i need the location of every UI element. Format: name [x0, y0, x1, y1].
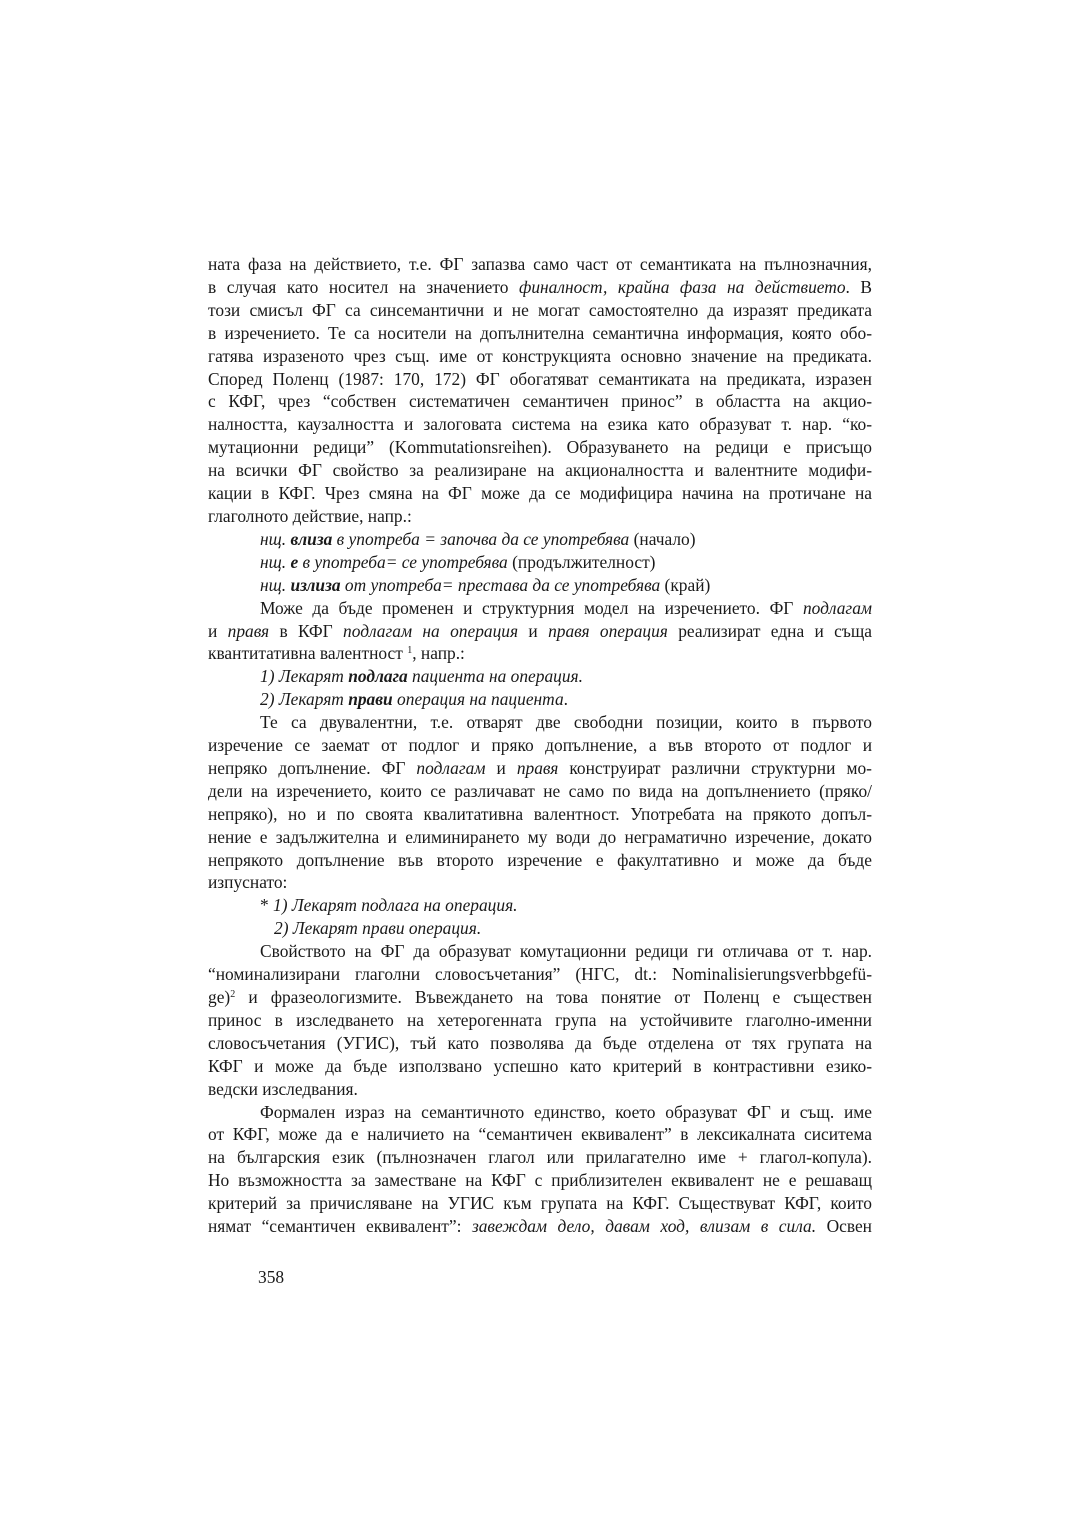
text-segment: в случая като носител на значението: [208, 276, 519, 297]
text-segment: 1) Лекарят: [260, 666, 349, 687]
text-segment: непряко), но и по своята квалитативна валентност. Употребата на прякото допъл-: [208, 803, 872, 824]
page-number: 358: [258, 1267, 285, 1287]
text-segment: мутационни редици” (Kommutationsreihen). Образуването на редици е присъщо: [208, 437, 872, 458]
text-line: [208, 482, 872, 505]
text-segment: (продължителност): [507, 551, 656, 572]
text-line: [208, 642, 872, 665]
text-segment: *: [260, 895, 274, 916]
text-line: [208, 757, 872, 780]
text-segment: “номинализирани глаголни словосъчетания” (НГС, dt.: Nominalisierungsverbbgefü-: [208, 964, 872, 985]
footnote-ref: 1: [407, 645, 413, 657]
text-segment: словосъчетания (УГИС), тъй като позволява да бъде отделена от тях групата на: [208, 1032, 872, 1053]
text-segment: налността, каузалността и залоговата система на езика като образуват т. нар. “ко-: [208, 414, 872, 435]
text-segment: Може да бъде променен и структурния модел на изречението. ФГ: [260, 597, 803, 618]
text-segment: ната фаза на действието, т.е. ФГ запазва само част от семантиката на пълнозначния,: [208, 254, 872, 274]
text-segment: е: [290, 551, 299, 572]
text-segment: изпуснато:: [208, 872, 288, 893]
text-segment: 2) Лекарят: [260, 689, 349, 710]
text-segment: подлагам: [802, 597, 872, 618]
text-line: [208, 940, 872, 963]
text-segment: конструират различни структурни мо-: [558, 757, 872, 778]
text-segment: глаголното действие, напр.:: [208, 505, 412, 526]
body-text: [208, 253, 872, 1238]
text-line: [208, 917, 872, 940]
text-segment: 2) Лекарят прави операция.: [274, 918, 482, 939]
text-segment: и: [518, 620, 549, 641]
text-segment: непряко допълнение. ФГ: [208, 757, 417, 778]
text-segment: влиза: [290, 528, 333, 549]
text-line: [208, 734, 872, 757]
text-segment: (начало): [629, 528, 696, 549]
text-segment: кации в КФГ. Чрез смяна на ФГ може да се модифицира начина на протичане на: [208, 483, 872, 504]
text-segment: подлагам: [416, 757, 486, 778]
text-segment: принос в изследването на хетерогенната група на устойчивите глаголно-именни: [208, 1009, 872, 1030]
text-segment: правя: [516, 757, 559, 778]
text-segment: критерий за причисляване на УГИС към групата на КФГ. Съществуват КФГ, които: [208, 1193, 872, 1214]
text-line: [208, 368, 872, 391]
text-segment: изречение се заемат от подлог и пряко допълнение, а във второто от подлог и: [208, 735, 872, 756]
text-segment: правя операция: [548, 620, 668, 641]
text-line: [208, 345, 872, 368]
text-segment: в употреба = започва да се употребява: [332, 528, 630, 549]
text-segment: Формален израз на семантичното единство, което образуват ФГ и същ. име: [260, 1101, 872, 1122]
text-line: [208, 711, 872, 734]
text-line: [208, 390, 872, 413]
text-segment: и: [208, 620, 228, 641]
text-segment: финалност, крайна фаза на действието: [519, 276, 846, 297]
text-segment: от КФГ, може да е наличието на “семантичен еквивалент” в лексикалната сиситема: [208, 1124, 872, 1145]
text-segment: , напр.:: [412, 643, 465, 664]
text-segment: нщ.: [260, 574, 291, 595]
text-line: [208, 986, 872, 1009]
text-segment: Освен: [816, 1216, 872, 1237]
text-segment: с КФГ, чрез “собствен систематичен семантичен принос” в областта на акцио-: [208, 391, 872, 412]
text-line: [208, 551, 872, 574]
text-segment: в КФГ: [269, 620, 344, 641]
footnote-ref: 2: [230, 989, 236, 1000]
text-line: [208, 597, 872, 620]
text-segment: гатява изразеното чрез същ. име от конструкцията основно значение на предиката.: [208, 345, 872, 366]
text-line: [208, 665, 872, 688]
text-line: [208, 574, 872, 597]
text-segment: Според Поленц (1987: 170, 172) ФГ обогатяват семантиката на предиката, изразен: [208, 368, 872, 389]
text-segment: дели на изречението, които се различават не само по вида на допълнението (пряко/: [208, 780, 872, 801]
text-line: [208, 1215, 872, 1238]
text-segment: правя: [227, 620, 270, 641]
text-segment: Те са двувалентни, т.е. отварят две свободни позиции, които в първото: [260, 712, 872, 733]
text-segment: нямат “семантичен еквивалент”:: [208, 1216, 472, 1237]
text-segment: пациента на операция.: [407, 666, 583, 687]
text-segment: подлагам на операция: [343, 620, 519, 641]
text-segment: реализират една и съща: [667, 620, 872, 641]
text-segment: квантитативна валентност: [208, 643, 408, 664]
text-line: [208, 1169, 872, 1192]
text-segment: от употреба= престава да се употребява: [340, 574, 661, 595]
text-segment: подлага: [348, 666, 408, 687]
text-line: [208, 1101, 872, 1124]
text-segment: на всички ФГ свойство за реализиране на акционалността и валентните модифи-: [208, 460, 872, 481]
text-segment: нение е задължителна и елиминирането му води до неграматично изречение, докато: [208, 826, 872, 847]
text-line: [208, 322, 872, 345]
text-line: [208, 528, 872, 551]
text-line: [208, 276, 872, 299]
text-line: [208, 894, 872, 917]
text-segment: .: [563, 689, 568, 710]
text-line: [208, 413, 872, 436]
text-segment: и фразеологизмите. Въвеждането на това понятие от Поленц е съществен: [235, 987, 872, 1007]
text-line: [208, 963, 872, 986]
text-line: [208, 1032, 872, 1055]
text-segment: излиза: [290, 574, 341, 595]
text-segment: . В: [845, 276, 872, 297]
text-segment: нщ.: [260, 528, 291, 549]
text-line: [208, 780, 872, 803]
text-segment: и: [485, 757, 517, 778]
text-segment: 1) Лекарят подлага на операция.: [273, 895, 518, 916]
text-segment: този смисъл ФГ са синсемантични и не могат самостоятелно да изразят предиката: [208, 299, 872, 320]
text-line: [208, 459, 872, 482]
text-segment: ge): [208, 987, 231, 1007]
text-segment: на българския език (пълнозначен глагол или прилагателно име + глагол-копула).: [208, 1147, 872, 1168]
text-segment: (край): [660, 574, 711, 595]
text-line: [208, 505, 872, 528]
text-line: [208, 1055, 872, 1078]
text-segment: Свойството на ФГ да образуват комутационни редици ги отличава от т. нар.: [260, 941, 872, 962]
text-line: [208, 1009, 872, 1032]
text-line: [208, 871, 872, 894]
text-line: [208, 1123, 872, 1146]
text-segment: Но възможността за заместване на КФГ с приблизителен еквивалент не е решаващ: [208, 1170, 872, 1191]
text-segment: в употреба= се употребява: [298, 551, 508, 572]
text-line: [208, 803, 872, 826]
text-line: [208, 1192, 872, 1215]
text-line: [208, 1146, 872, 1169]
text-line: [208, 849, 872, 872]
text-line: [208, 688, 872, 711]
text-line: [208, 1078, 872, 1101]
text-segment: нщ.: [260, 551, 291, 572]
text-segment: операция на пациента: [392, 689, 564, 710]
text-segment: непрякото допълнение във второто изречение е факултативно и може да бъде: [208, 849, 872, 870]
text-segment: в изречението. Те са носители на допълнителна семантична информация, която обо-: [208, 322, 872, 343]
text-segment: прави: [348, 689, 393, 710]
text-line: [208, 826, 872, 849]
text-segment: завеждам дело, давам ход, влизам в сила.: [471, 1216, 817, 1237]
text-line: [208, 253, 872, 276]
text-segment: КФГ и може да бъде използвано успешно като критерий в контрастивни езико-: [208, 1055, 872, 1076]
text-line: [208, 436, 872, 459]
text-line: [208, 620, 872, 643]
text-line: [208, 299, 872, 322]
text-segment: ведски изследвания.: [208, 1078, 358, 1099]
